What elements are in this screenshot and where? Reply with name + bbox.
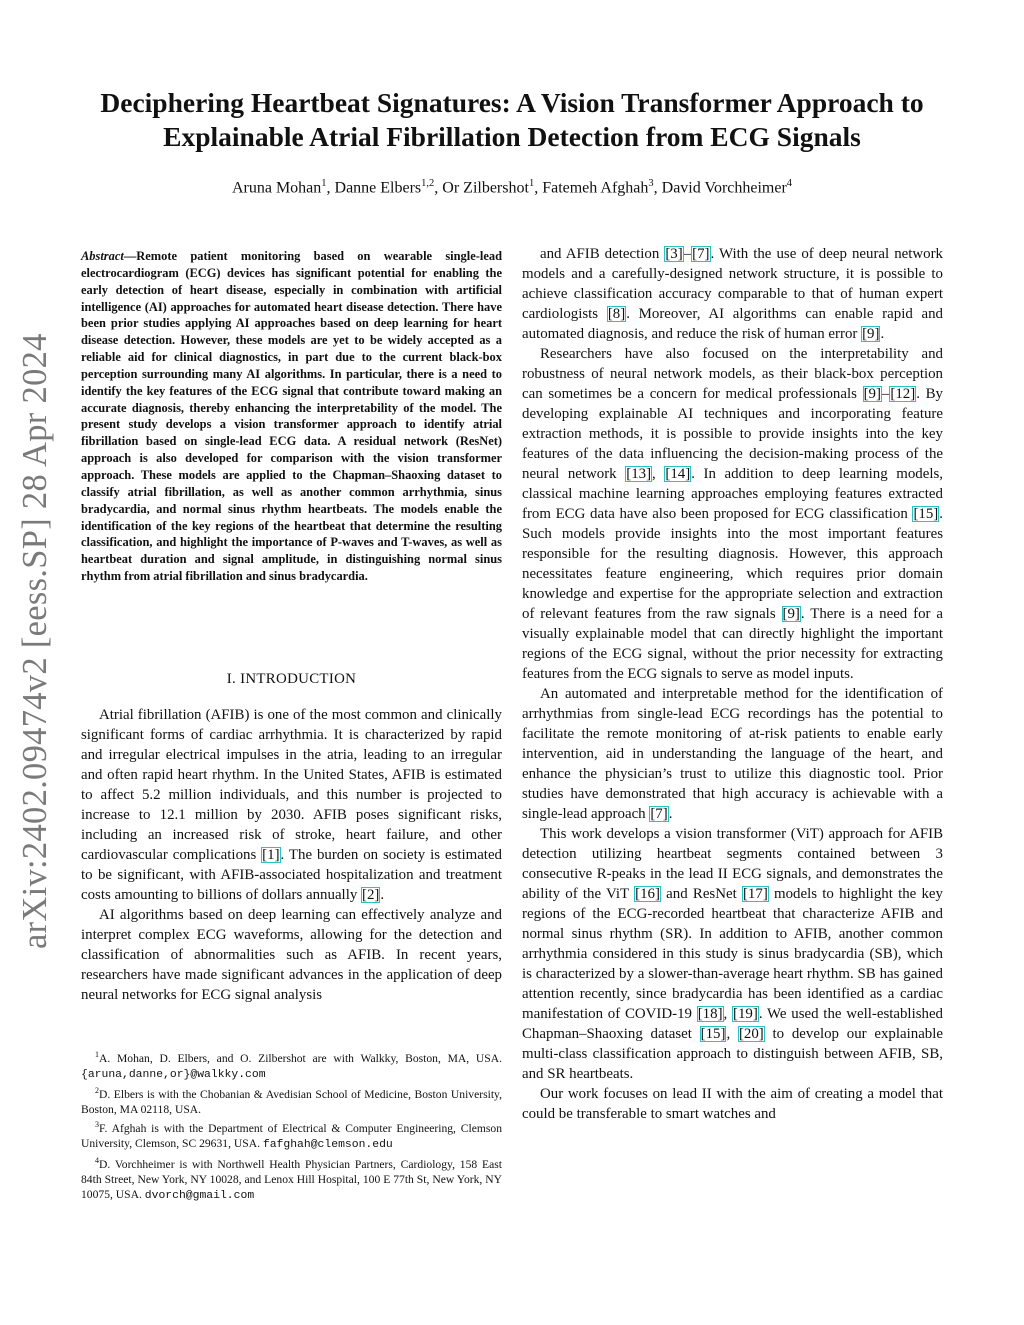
abstract [81, 248, 502, 585]
citation-link[interactable]: [13] [626, 466, 652, 482]
text-run: . [880, 326, 885, 342]
text-run: F. Afghah is with the Department of Electrical & Computer Engineering, Clemson University, Clemson, SC 29631, USA. [81, 1121, 502, 1151]
author-name: David Vorchheimer [661, 179, 787, 197]
text-run: to develop our explainable multi-class classification approach to distinguish between AFIB, SB, and SR heartbeats. [522, 1026, 943, 1082]
text-run: models to highlight the key regions of the ECG-recorded heartbeat that characterize AFIB and normal sinus rhythm (SR). In addition to AFIB, another common arrhythmia considered in this study is sinus bradycardia (SB), which is characterized by a slower-than-average heart rhythm. SB has gained attention recently, since bradycardia has been identified as a cardiac manifestation of COVID-19 [522, 886, 943, 1022]
email-address: dvorch@gmail.com [144, 1190, 255, 1203]
footnote-mark: 4 [95, 1156, 99, 1166]
paragraph [522, 244, 943, 344]
citation-link[interactable]: [1] [262, 847, 280, 863]
footnote [81, 1047, 502, 1083]
text-run: Atrial fibrillation (AFIB) is one of the most common and clinically significant forms of cardiac arrhythmia. It is characterized by rapid and irregular electrical impulses in the atria, leading to an irregular and often rapid heart rhythm. In the United States, AFIB is estimated to affect 5.2 million individuals, and this number is projected to increase to 12.1 million by 2030. AFIB poses significant risks, including an increased risk of stroke, heart failure, and other cardiovascular complications [81, 707, 502, 863]
citation-link[interactable]: [14] [665, 466, 691, 482]
author-name: Danne Elbers [334, 179, 422, 197]
text-run: An automated and interpretable method for the identification of arrhythmias from single-lead ECG recordings has the potential to facilitate the remote monitoring of at-risk patients to enable early intervention, aid in understanding the language of the heart, and enhance the physician’s trust to utilize this diagnostic tool. Prior studies have demonstrated that high accuracy is achievable with a single-lead approach [522, 686, 943, 822]
text-run: – [683, 246, 692, 262]
left-column-body [81, 705, 502, 1005]
author-list: Aruna Mohan$^1$, Danne Elbers$^{1,2}$, Or Zilbershot$^1$, Fatemeh Afghah$^3$, David Vorchheimer$^4$ [231, 178, 793, 197]
text-run: . The burden on society is estimated to be significant, with AFIB-associated hospitalization and treatment costs amounting to billions of dollars annually [81, 847, 502, 903]
author-name: Aruna Mohan [231, 179, 322, 197]
paragraph [522, 824, 943, 1084]
text-run: D. Vorchheimer is with Northwell Health Physician Partners, Cardiology, 158 East 84th Street, New York, NY 10028, and Lenox Hill Hospital, 100 E 77th St, New York, NY 10075, USA. [81, 1158, 502, 1202]
paragraph [522, 684, 943, 824]
author-affiliation-mark: 1,2 [421, 178, 435, 189]
citation-link[interactable]: [3] [665, 246, 683, 262]
citation-link[interactable]: [20] [738, 1026, 764, 1042]
footnote [81, 1083, 502, 1117]
footnote-mark: 1 [95, 1050, 99, 1059]
paragraph [81, 705, 502, 905]
citation-link[interactable]: [8] [607, 306, 626, 322]
text-run: D. Elbers is with the Chobanian & Avedisian School of Medicine, Boston University, Boston, MA 02118, USA. [81, 1087, 502, 1116]
footnotes [81, 1047, 502, 1204]
footnote-mark: 3 [95, 1120, 99, 1130]
text-run: . By developing explainable AI techniques and incorporating feature extraction methods, it is possible to provide insights into the key features of the data influencing the decision-making process of the neural network [522, 386, 943, 482]
text-run: , [652, 466, 665, 482]
paper-title: Deciphering Heartbeat Signatures: A Vision Transformer Approach to Explainable Atrial Fibrillation Detection from ECG Signals [100, 87, 924, 152]
citation-link[interactable]: [19] [733, 1006, 758, 1022]
text-run: , [723, 1006, 733, 1022]
author-affiliation-mark: 1 [528, 178, 535, 189]
text-run: and ResNet [660, 886, 742, 902]
paragraph [522, 344, 943, 684]
text-run: A. Mohan, D. Elbers, and O. Zilbershot are with Walkky, Boston, MA, USA. [99, 1051, 502, 1065]
text-run: . There is a need for a visually explainable model that can directly highlight the important regions of the ECG signal, without the prior necessity for extracting features from the ECG signals to serve as model inputs. [522, 606, 944, 682]
citation-link[interactable]: [12] [890, 386, 916, 402]
section-heading-text: I. INTRODUCTION [226, 671, 357, 687]
citation-link[interactable]: [16] [635, 886, 660, 902]
citation-link[interactable]: [17] [742, 886, 768, 902]
right-column-body [522, 244, 943, 1124]
text-run: . In addition to deep learning models, classical machine learning approaches employing features extracted from ECG data have also been proposed for ECG classification [522, 466, 944, 522]
text-run: . [668, 806, 673, 822]
text-run: . [380, 887, 385, 903]
text-run: , [726, 1026, 738, 1042]
email-address: {aruna,danne,or}@walkky.com [81, 1068, 266, 1081]
citation-link[interactable]: [9] [782, 606, 800, 622]
text-run: Our work focuses on lead II with the aim of creating a model that could be transferable to smart watches and [522, 1086, 943, 1122]
text-run: . We used the well-established Chapman–Shaoxing dataset [522, 1006, 944, 1042]
text-run: . With the use of deep neural network models and a carefully-designed network structure, it is possible to achieve classification accuracy comparable to that of human expert cardiologists [522, 246, 943, 322]
footnote [81, 1117, 502, 1153]
abstract-label: Abstract [81, 249, 124, 263]
arxiv-identifier: arXiv:2402.09474v2 [eess.SP] 28 Apr 2024 [16, 333, 54, 949]
citation-link[interactable]: [2] [362, 887, 380, 903]
author-affiliation-mark: 3 [648, 178, 654, 189]
paragraph [81, 905, 502, 1005]
citation-link[interactable]: [7] [650, 806, 668, 822]
text-run: Researchers have also focused on the interpretability and robustness of neural network models, as their black-box perception can sometimes be a concern for medical professionals [522, 346, 943, 402]
text-run: and AFIB detection [540, 246, 665, 262]
citation-link[interactable]: [9] [862, 326, 880, 342]
footnote-mark: 2 [95, 1086, 99, 1096]
author-affiliation-mark: 4 [786, 178, 793, 189]
citation-link[interactable]: [15] [913, 506, 939, 522]
author-name: Fatemeh Afghah [542, 179, 649, 197]
author-name: Or Zilbershot [442, 179, 529, 197]
section-heading-introduction [81, 671, 502, 688]
text-run: AI algorithms based on deep learning can effectively analyze and interpret complex ECG waveforms, allowing for the detection and classification of abnormalities such as AFIB. In recent years, researchers have made significant advances in the application of deep neural networks for ECG signal analysis [81, 907, 502, 1003]
text-run: This work develops a vision transformer (ViT) approach for AFIB detection utilizing heartbeat segments contained between 3 consecutive R-peaks in the lead II ECG signals, and demonstrates the ability of the ViT [522, 826, 943, 902]
citation-link[interactable]: [18] [697, 1006, 723, 1022]
citation-link[interactable]: [9] [863, 386, 881, 402]
author-affiliation-mark: 1 [321, 178, 327, 189]
citation-link[interactable]: [15] [700, 1026, 726, 1042]
text-run: . Moreover, AI algorithms can enable rapid and automated diagnosis, and reduce the risk of human error [522, 306, 943, 342]
footnote [81, 1153, 502, 1204]
abstract-text: —Remote patient monitoring based on wearable single-lead electrocardiogram (ECG) devices has significant potential for enabling the early detection of heart disease, especially in combination with artificial intelligence (AI) approaches for automated heart disease detection. There have been prior studies applying AI approaches based on deep learning for heart disease detection. However, these models are yet to be widely accepted as a reliable aid for clinical diagnostics, in part due to the current black-box perception surrounding many AI algorithms. In particular, there is a need to identify the key features of the ECG signal that contribute toward making an accurate diagnosis, thereby enhancing the interpretability of the model. The present study develops a vision transformer approach to identify atrial fibrillation based on single-lead ECG data. A residual network (ResNet) approach is also developed for comparison with the vision transformer approach. These models are applied to the Chapman–Shaoxing dataset to classify atrial fibrillation, as well as another common arrhythmia, sinus bradycardia, and normal sinus rhythm heartbeats. The models enable the identification of the key regions of the heartbeat that determine the resulting classification, and highlight the importance of P-waves and T-waves, as well as heartbeat duration and signal amplitude, in distinguishing normal sinus rhythm from atrial fibrillation and sinus bradycardia. [81, 249, 502, 584]
email-address: fafghah@clemson.edu [262, 1139, 393, 1152]
paragraph [522, 1084, 943, 1124]
citation-link[interactable]: [7] [692, 246, 710, 262]
text-run: . Such models provide insights into the most important features responsible for the resulting diagnosis. However, this approach necessitates feature engineering, which requires prior domain knowledge and expertise for the appropriate selection and extraction of relevant features from the raw signals [522, 506, 943, 622]
text-run: – [881, 386, 890, 402]
